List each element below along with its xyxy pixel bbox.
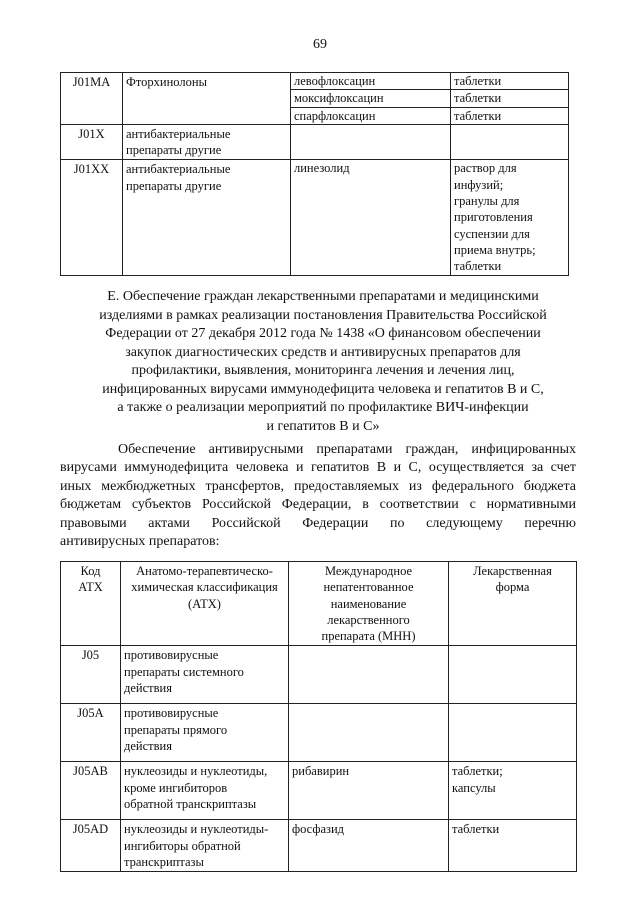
atc-code-cell: J05AB: [61, 762, 121, 820]
table-row: [61, 73, 569, 90]
header-inn: [289, 562, 449, 646]
section-heading: [70, 288, 576, 436]
drug-form-line: таблетки: [454, 108, 502, 123]
drug-form-cell: [451, 73, 569, 90]
drug-form-line: капсулы: [452, 780, 496, 795]
header-line: Лекарственная: [473, 564, 552, 578]
drug-form-cell: [449, 820, 577, 872]
atc-class-line: антибактериальные: [126, 162, 231, 177]
drug-form-cell: [449, 646, 577, 704]
drug-form-line: таблетки;: [452, 764, 503, 779]
atc-class-line: Фторхинолоны: [126, 75, 207, 89]
drug-form-cell: [451, 90, 569, 107]
table-row: [61, 762, 577, 820]
drug-table-antibacterial: [60, 72, 569, 276]
table-row: [61, 704, 577, 762]
header-line: наименование: [330, 596, 407, 611]
header-class: [121, 562, 289, 646]
paragraph-line: бюджетам субъектов Российской Федерации, в соответствии с нормативными: [60, 497, 576, 513]
atc-class-line: действия: [124, 739, 172, 754]
atc-class-cell: [121, 820, 289, 872]
atc-code-cell: J05AD: [61, 820, 121, 872]
header-line: (АТХ): [188, 596, 221, 611]
atc-class-line: кроме ингибиторов: [124, 780, 228, 795]
drug-form-line: приготовления: [454, 210, 533, 225]
drug-table-antiviral: [60, 561, 577, 872]
drug-form-line: таблетки: [454, 259, 502, 274]
header-line: Анатомо-терапевтическо-: [136, 564, 273, 578]
table-row: [61, 160, 569, 275]
atc-class-line: препараты прямого: [124, 722, 228, 737]
drug-form-line: приема внутрь;: [454, 242, 536, 257]
atc-class-cell: [123, 124, 291, 160]
header-form: [449, 562, 577, 646]
drug-form-line: таблетки: [454, 74, 502, 88]
paragraph-line: вирусами иммунодефицита человека и гепатитов В и С, осуществляется за счет: [60, 460, 576, 476]
drug-name-cell: левофлоксацин: [291, 73, 451, 90]
atc-class-line: препараты системного: [124, 664, 244, 679]
atc-class-cell: [121, 704, 289, 762]
table-row: [61, 646, 577, 704]
inn-line: фосфазид: [292, 822, 344, 837]
inn-cell: [289, 820, 449, 872]
intro-paragraph: [60, 441, 576, 551]
header-line: Международное: [324, 564, 413, 578]
header-line: форма: [495, 580, 530, 595]
drug-form-line: таблетки: [452, 822, 500, 837]
atc-class-cell: [121, 646, 289, 704]
inn-cell: [289, 762, 449, 820]
drug-form-line: таблетки: [454, 91, 502, 106]
paragraph-line: иных межбюджетных трансфертов, предоставляемых из федерального бюджета: [60, 478, 576, 494]
atc-class-line: транскриптазы: [124, 855, 204, 870]
heading-line: Федерации от 27 декабря 2012 года № 1438 «О финансовом обеспечении: [105, 326, 541, 341]
atc-code-cell: J01X: [61, 124, 123, 160]
drug-form-cell: [449, 762, 577, 820]
header-line: АТХ: [78, 580, 103, 595]
drug-form-line: гранулы для: [454, 194, 520, 209]
atc-code-cell: J01MA: [61, 73, 123, 125]
atc-class-cell: [121, 762, 289, 820]
drug-form-cell: [451, 160, 569, 275]
drug-form-line: раствор для: [454, 161, 517, 176]
header-code: [61, 562, 121, 646]
heading-line: закупок диагностических средств и антивирусных препаратов для: [125, 344, 521, 360]
atc-class-cell: [123, 160, 291, 275]
heading-line: и гепатитов В и С»: [266, 418, 380, 434]
atc-class-line: обратной транскриптазы: [124, 797, 257, 812]
page-number: 69: [313, 37, 327, 52]
atc-class-line: препараты другие: [126, 178, 222, 193]
heading-line: Е. Обеспечение граждан лекарственными препаратами и медицинскими: [107, 289, 539, 304]
table-row: [61, 820, 577, 872]
inn-cell: [289, 646, 449, 704]
drug-form-line: суспензии для: [454, 226, 530, 241]
heading-line: профилактики, выявления, мониторинга лечения и лечения лиц,: [131, 363, 515, 378]
atc-class-line: нуклеозиды и нуклеотиды,: [124, 764, 268, 779]
header-line: непатентованное: [323, 580, 414, 595]
atc-class-line: антибактериальные: [126, 126, 231, 141]
atc-class-line: нуклеозиды и нуклеотиды-: [124, 822, 269, 837]
drug-form-line: инфузий;: [454, 177, 504, 192]
atc-code-cell: J01XX: [61, 160, 123, 275]
header-line: химическая классификация: [131, 580, 278, 595]
header-line: Код: [80, 564, 101, 578]
paragraph-line: Обеспечение антивирусными препаратами граждан, инфицированных: [118, 442, 576, 457]
atc-class-line: действия: [124, 681, 172, 696]
inn-cell: [289, 704, 449, 762]
paragraph-line: правовыми актами Российской Федерации по следующему перечню: [60, 515, 576, 531]
atc-class-line: противовирусные: [124, 706, 219, 721]
atc-class-cell: [123, 73, 291, 125]
table-header-row: [61, 562, 577, 646]
drug-name-cell: линезолид: [291, 160, 451, 275]
drug-form-cell: [451, 107, 569, 124]
header-line: препарата (МНН): [321, 629, 416, 644]
heading-line: а также о реализации мероприятий по профилактике ВИЧ-инфекции: [117, 400, 529, 415]
paragraph-line: антивирусных препаратов:: [60, 534, 220, 550]
header-line: лекарственного: [327, 612, 410, 627]
drug-name-cell: [291, 124, 451, 160]
atc-code-cell: J05A: [61, 704, 121, 762]
atc-class-line: препараты другие: [126, 143, 222, 158]
heading-line: инфицированных вирусами иммунодефицита человека и гепатитов В и С,: [102, 381, 544, 397]
atc-code-cell: J05: [61, 646, 121, 704]
inn-line: рибавирин: [292, 764, 350, 779]
atc-class-line: противовирусные: [124, 648, 219, 663]
drug-form-cell: [449, 704, 577, 762]
heading-line: изделиями в рамках реализации постановления Правительства Российской: [99, 307, 547, 323]
drug-name-cell: спарфлоксацин: [291, 107, 451, 124]
table-row: [61, 124, 569, 160]
atc-class-line: ингибиторы обратной: [124, 838, 241, 853]
drug-form-cell: [451, 124, 569, 160]
drug-name-cell: моксифлоксацин: [291, 90, 451, 107]
